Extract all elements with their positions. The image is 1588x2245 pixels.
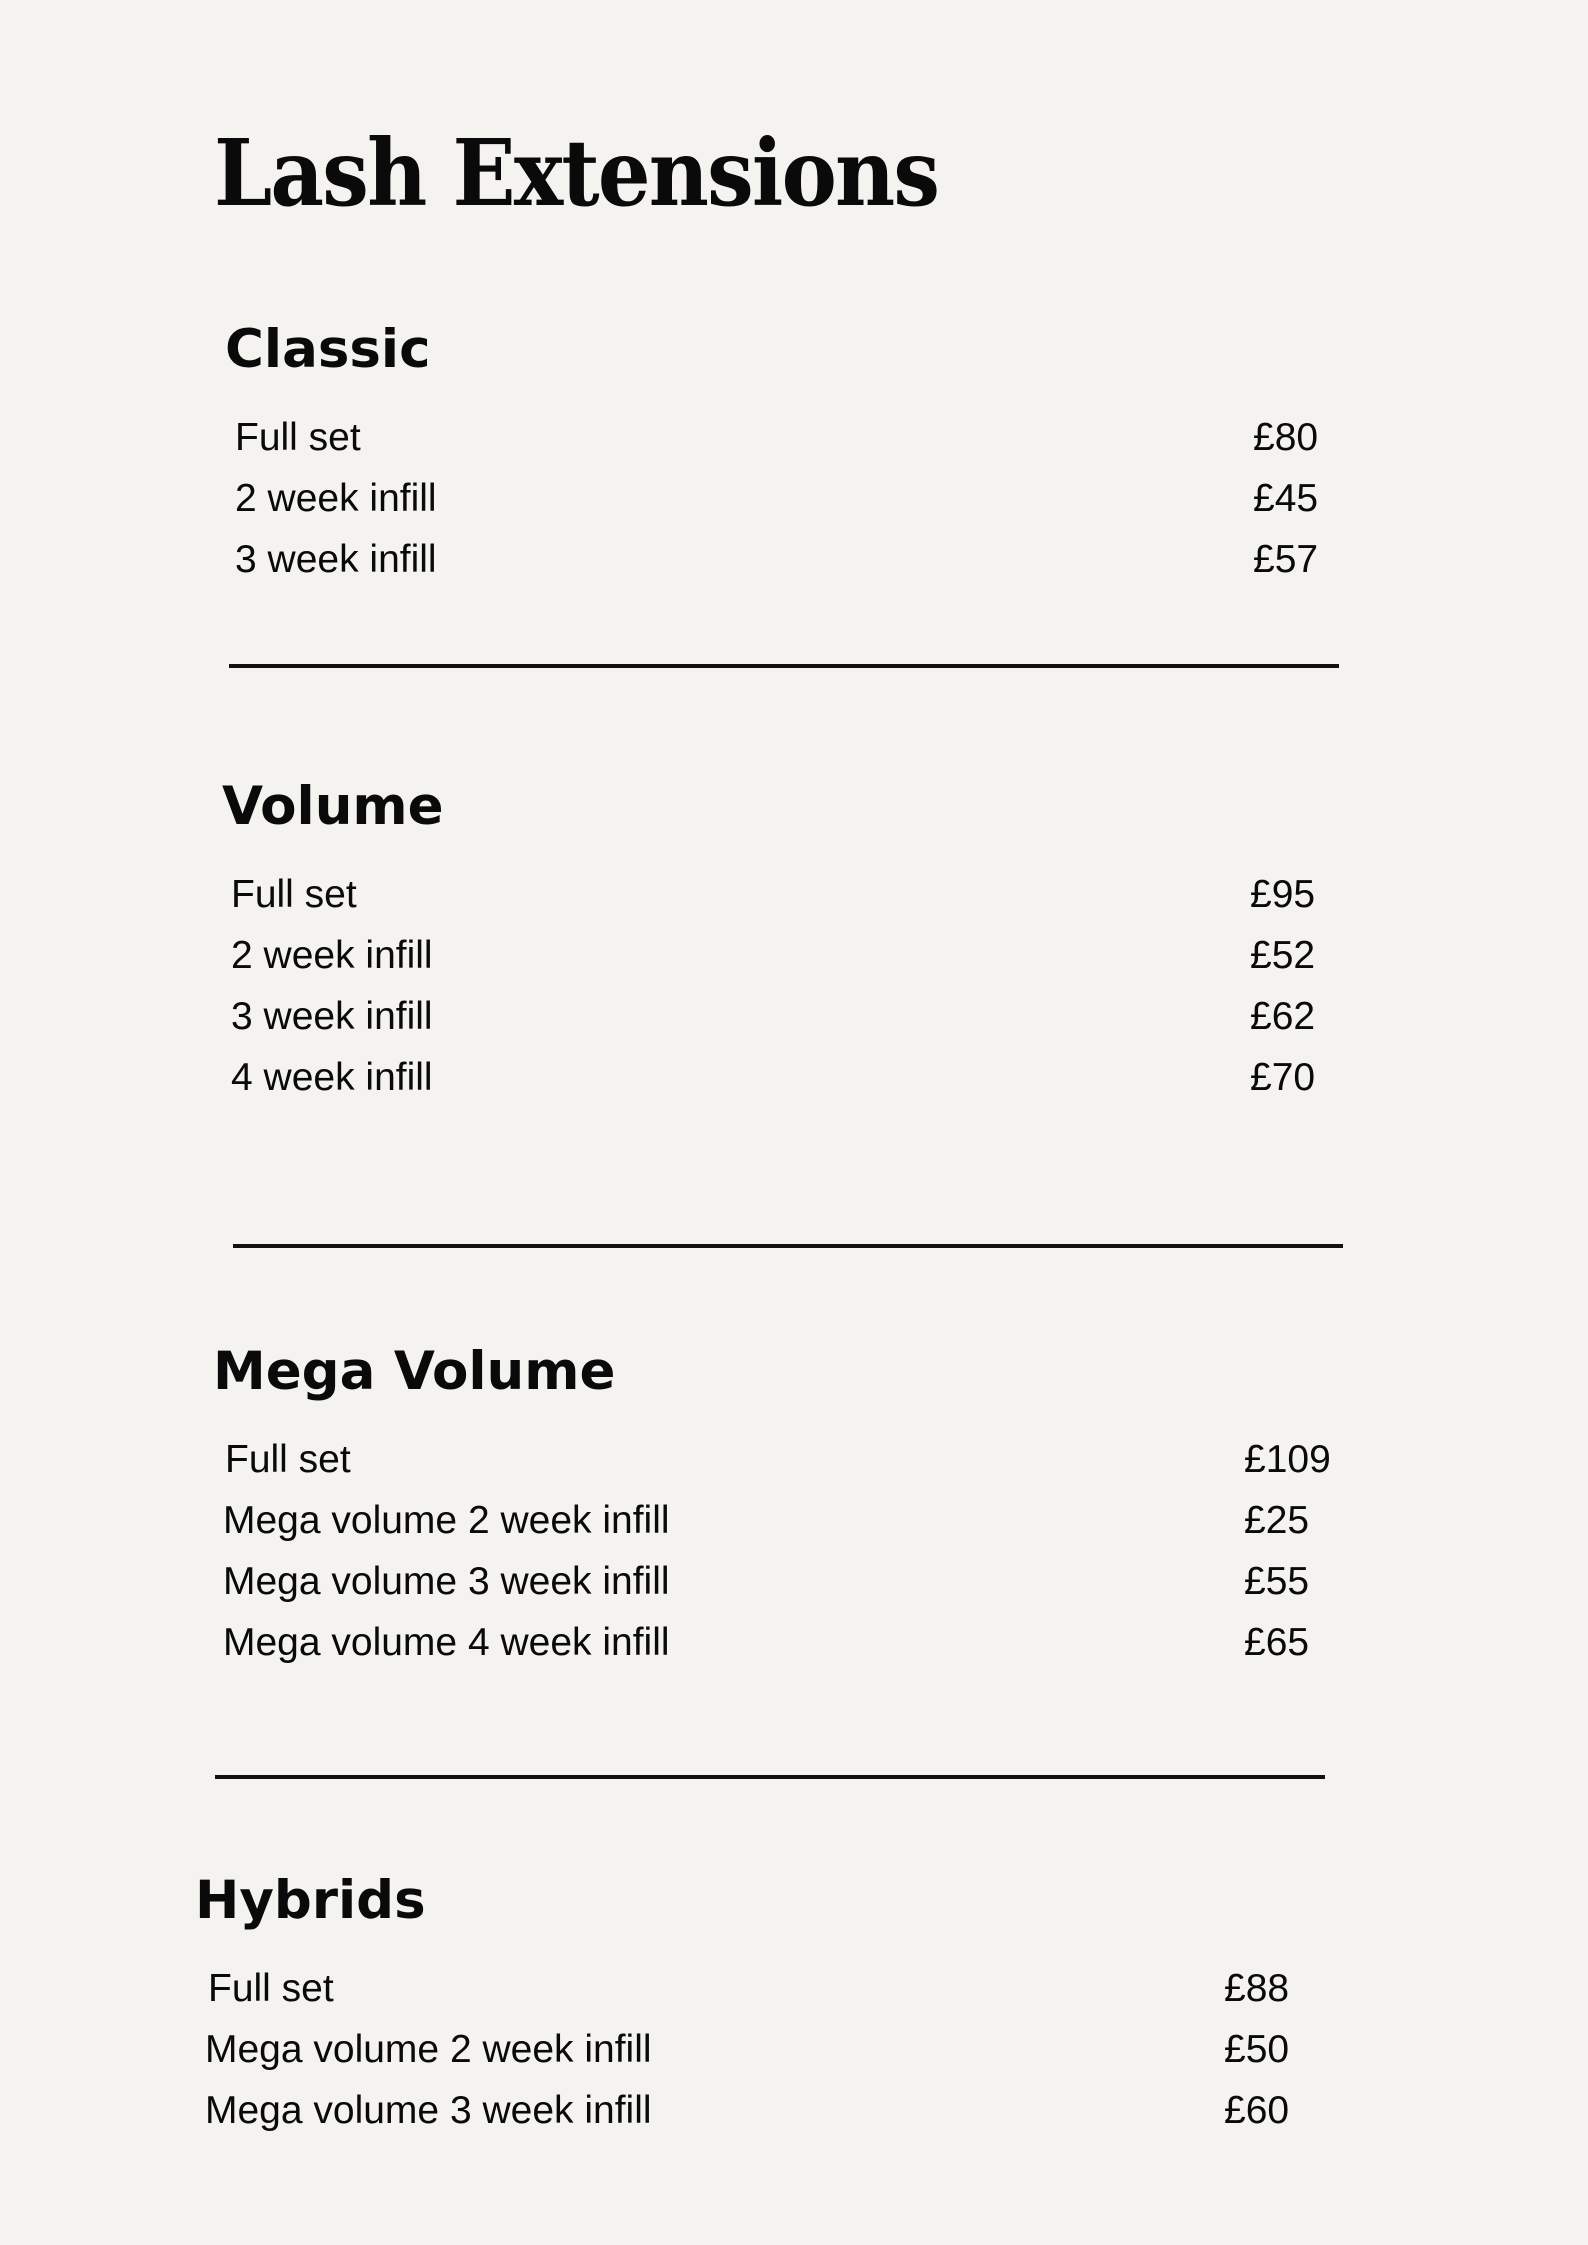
price-list-item	[225, 529, 1345, 590]
service-price: £95	[1250, 873, 1316, 916]
page-title: Lash Extensions	[214, 119, 939, 227]
service-name: Full set	[231, 873, 357, 916]
service-name: 2 week infill	[231, 934, 433, 977]
service-price: £80	[1253, 416, 1319, 459]
service-price: £70	[1250, 1056, 1316, 1099]
section-mega-volume	[213, 1337, 1353, 1673]
price-list-item	[222, 925, 1342, 986]
price-list-item	[213, 1612, 1353, 1673]
service-price: £62	[1250, 995, 1316, 1038]
service-name: 3 week infill	[235, 538, 437, 581]
price-list-item	[222, 1047, 1342, 1108]
service-name: Full set	[208, 1967, 334, 2010]
price-list-item	[213, 1551, 1353, 1612]
section-classic	[225, 315, 1345, 590]
service-name: Mega volume 2 week infill	[205, 2028, 652, 2071]
section-volume	[222, 772, 1342, 1108]
section-heading: Mega Volume	[213, 1341, 616, 1402]
service-price: £57	[1253, 538, 1319, 581]
service-name: Full set	[235, 416, 361, 459]
price-list	[195, 1958, 1335, 2141]
section-divider	[229, 664, 1339, 668]
section-heading: Volume	[222, 776, 444, 837]
service-price: £109	[1244, 1438, 1331, 1481]
service-name: Mega volume 2 week infill	[223, 1499, 670, 1542]
service-price: £65	[1244, 1621, 1310, 1664]
price-list-item	[222, 986, 1342, 1047]
service-name: Full set	[225, 1438, 351, 1481]
service-price: £60	[1224, 2089, 1290, 2132]
price-list-item	[225, 468, 1345, 529]
service-price: £50	[1224, 2028, 1290, 2071]
service-price: £45	[1253, 477, 1319, 520]
service-name: 2 week infill	[235, 477, 437, 520]
section-heading: Classic	[225, 319, 431, 380]
price-list	[222, 864, 1342, 1108]
service-name: 4 week infill	[231, 1056, 433, 1099]
price-list	[213, 1429, 1353, 1673]
price-list-item	[195, 1958, 1335, 2019]
section-divider	[215, 1775, 1325, 1779]
section-divider	[233, 1244, 1343, 1248]
service-price: £88	[1224, 1967, 1290, 2010]
price-list	[225, 407, 1345, 590]
price-list-item	[195, 2019, 1335, 2080]
price-list-item	[222, 864, 1342, 925]
service-name: Mega volume 3 week infill	[223, 1560, 670, 1603]
section-heading: Hybrids	[195, 1870, 426, 1931]
price-list-item	[225, 407, 1345, 468]
service-name: Mega volume 4 week infill	[223, 1621, 670, 1664]
section-hybrids	[195, 1866, 1335, 2141]
price-list-item	[213, 1490, 1353, 1551]
price-list-item	[213, 1429, 1353, 1490]
service-price: £52	[1250, 934, 1316, 977]
price-list-item	[195, 2080, 1335, 2141]
service-price: £25	[1244, 1499, 1310, 1542]
service-name: 3 week infill	[231, 995, 433, 1038]
service-price: £55	[1244, 1560, 1310, 1603]
service-name: Mega volume 3 week infill	[205, 2089, 652, 2132]
